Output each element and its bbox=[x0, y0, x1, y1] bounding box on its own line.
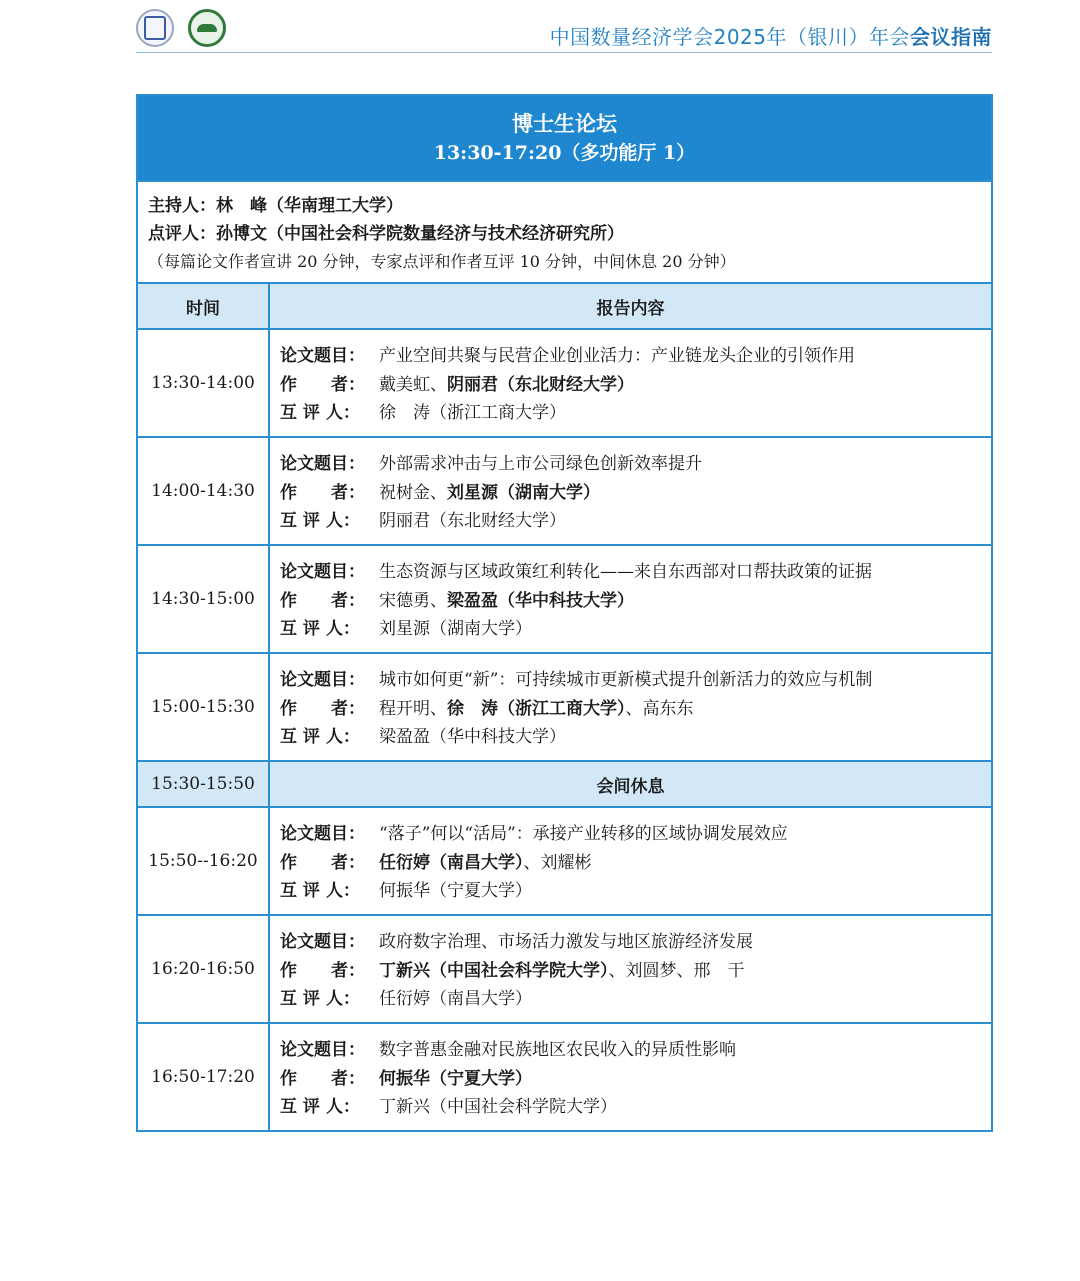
peer-line bbox=[280, 615, 991, 644]
author-label: 作 者： bbox=[280, 482, 365, 503]
header-title-main: 中国数量经济学会2025年（银川）年会 bbox=[549, 25, 910, 49]
peer-reviewer: 丁新兴（中国社会科学院大学） bbox=[379, 1097, 617, 1117]
session-time: 16:50-17:20 bbox=[138, 1024, 270, 1130]
author-label: 作 者： bbox=[280, 1068, 365, 1089]
peer-label: 互 评 人： bbox=[280, 1097, 360, 1117]
paper-title-line bbox=[280, 1036, 991, 1065]
society-logo-icon bbox=[188, 9, 226, 47]
peer-reviewer: 阴丽君（东北财经大学） bbox=[379, 511, 566, 531]
table-row bbox=[138, 328, 991, 436]
session-time: 14:00-14:30 bbox=[138, 438, 270, 544]
session-content bbox=[270, 808, 991, 914]
table-row bbox=[138, 436, 991, 544]
paper-title-label: 论文题目： bbox=[280, 454, 365, 474]
table-row bbox=[138, 914, 991, 1022]
page-header bbox=[136, 8, 992, 52]
table-row bbox=[138, 652, 991, 760]
peer-line bbox=[280, 985, 991, 1014]
paper-title: 数字普惠金融对民族地区农民收入的异质性影响 bbox=[379, 1040, 736, 1060]
author-label: 作 者： bbox=[280, 852, 365, 873]
forum-title: 博士生论坛 bbox=[512, 112, 617, 136]
sessions-before-break bbox=[138, 328, 991, 760]
paper-title: 政府数字治理、市场活力激发与地区旅游经济发展 bbox=[379, 932, 753, 952]
header-title bbox=[550, 21, 992, 50]
paper-title-label: 论文题目： bbox=[280, 562, 365, 582]
author-plain: 戴美虹、 bbox=[379, 374, 447, 395]
peer-line bbox=[280, 507, 991, 536]
table-row bbox=[138, 806, 991, 914]
session-time: 13:30-14:00 bbox=[138, 330, 270, 436]
paper-title: 生态资源与区域政策红利转化——来自东西部对口帮扶政策的证据 bbox=[379, 562, 872, 582]
table-header-row bbox=[138, 282, 991, 328]
session-time: 16:20-16:50 bbox=[138, 916, 270, 1022]
peer-label: 互 评 人： bbox=[280, 727, 360, 747]
peer-label: 互 评 人： bbox=[280, 989, 360, 1009]
peer-reviewer: 任衍婷（南昌大学） bbox=[379, 989, 532, 1009]
column-header-time: 时间 bbox=[138, 284, 270, 328]
break-time: 15:30-15:50 bbox=[138, 762, 270, 806]
session-content bbox=[270, 654, 991, 760]
author-tail: 、刘耀彬 bbox=[523, 852, 592, 873]
session-content bbox=[270, 330, 991, 436]
column-header-content: 报告内容 bbox=[596, 298, 665, 319]
reviewer-line bbox=[148, 220, 991, 248]
paper-title-label: 论文题目： bbox=[280, 1040, 365, 1060]
paper-title-line bbox=[280, 820, 991, 849]
peer-reviewer: 何振华（宁夏大学） bbox=[379, 881, 532, 901]
paper-title: 城市如何更“新”：可持续城市更新模式提升创新活力的效应与机制 bbox=[379, 670, 873, 690]
presenting-author: 任衍婷（南昌大学） bbox=[379, 852, 524, 873]
author-plain: 祝树金、 bbox=[379, 482, 447, 503]
paper-title-line bbox=[280, 450, 991, 479]
paper-title: 产业空间共聚与民营企业创业活力：产业链龙头企业的引领作用 bbox=[379, 346, 855, 366]
author-tail: 、刘圆梦、邢 干 bbox=[608, 960, 745, 981]
peer-reviewer: 刘星源（湖南大学） bbox=[379, 619, 532, 639]
peer-label: 互 评 人： bbox=[280, 881, 360, 901]
paper-title-label: 论文题目： bbox=[280, 670, 365, 690]
header-divider bbox=[136, 52, 992, 53]
sessions-after-break bbox=[138, 806, 991, 1130]
forum-banner bbox=[138, 96, 991, 180]
author-label: 作 者： bbox=[280, 374, 365, 395]
author-line bbox=[280, 587, 991, 616]
reviewer-name: 孙博文（中国社会科学院数量经济与技术经济研究所） bbox=[216, 224, 624, 244]
author-line bbox=[280, 1065, 991, 1094]
peer-line bbox=[280, 723, 991, 752]
paper-title-line bbox=[280, 558, 991, 587]
presenting-author: 梁盈盈（华中科技大学） bbox=[447, 590, 634, 611]
header-title-emph: 会议指南 bbox=[910, 25, 992, 49]
author-plain: 程开明、 bbox=[379, 698, 447, 719]
schedule-table bbox=[136, 94, 993, 1132]
paper-title: “落子”何以“活局”：承接产业转移的区域协调发展效应 bbox=[379, 824, 788, 844]
paper-title-label: 论文题目： bbox=[280, 346, 365, 366]
university-logo-icon bbox=[136, 9, 174, 47]
format-note: （每篇论文作者宣讲 20 分钟，专家点评和作者互评 10 分钟，中间休息 20 分钟） bbox=[148, 252, 736, 271]
break-label: 会间休息 bbox=[596, 776, 665, 797]
host-name: 林 峰（华南理工大学） bbox=[216, 196, 403, 216]
author-line bbox=[280, 479, 991, 508]
peer-line bbox=[280, 1093, 991, 1122]
author-label: 作 者： bbox=[280, 698, 365, 719]
session-time: 15:50--16:20 bbox=[138, 808, 270, 914]
paper-title: 外部需求冲击与上市公司绿色创新效率提升 bbox=[379, 454, 702, 474]
author-label: 作 者： bbox=[280, 960, 365, 981]
author-line bbox=[280, 849, 991, 878]
author-tail: 、高东东 bbox=[625, 698, 694, 719]
presenting-author: 何振华（宁夏大学） bbox=[379, 1068, 532, 1089]
host-label: 主持人： bbox=[148, 196, 216, 216]
session-time: 15:00-15:30 bbox=[138, 654, 270, 760]
break-row bbox=[138, 760, 991, 806]
author-line bbox=[280, 957, 991, 986]
session-content bbox=[270, 546, 991, 652]
forum-info bbox=[138, 180, 991, 282]
host-line bbox=[148, 192, 991, 220]
presenting-author: 刘星源（湖南大学） bbox=[447, 482, 600, 503]
author-label: 作 者： bbox=[280, 590, 365, 611]
session-content bbox=[270, 438, 991, 544]
author-line bbox=[280, 371, 991, 400]
paper-title-line bbox=[280, 928, 991, 957]
peer-label: 互 评 人： bbox=[280, 403, 360, 423]
peer-reviewer: 梁盈盈（华中科技大学） bbox=[379, 727, 566, 747]
session-time: 14:30-15:00 bbox=[138, 546, 270, 652]
paper-title-line bbox=[280, 342, 991, 371]
forum-time-venue: 13:30-17:20（多功能厅 1） bbox=[433, 142, 696, 164]
paper-title-line bbox=[280, 666, 991, 695]
table-row bbox=[138, 1022, 991, 1130]
author-plain: 宋德勇、 bbox=[379, 590, 447, 611]
peer-label: 互 评 人： bbox=[280, 619, 360, 639]
session-content bbox=[270, 1024, 991, 1130]
paper-title-label: 论文题目： bbox=[280, 824, 365, 844]
presenting-author: 阴丽君（东北财经大学） bbox=[447, 374, 634, 395]
peer-reviewer: 徐 涛（浙江工商大学） bbox=[379, 403, 566, 423]
peer-line bbox=[280, 877, 991, 906]
session-content bbox=[270, 916, 991, 1022]
presenting-author: 丁新兴（中国社会科学院大学） bbox=[379, 960, 609, 981]
presenting-author: 徐 涛（浙江工商大学） bbox=[447, 698, 626, 719]
logos bbox=[136, 8, 226, 48]
peer-line bbox=[280, 399, 991, 428]
author-line bbox=[280, 695, 991, 724]
table-row bbox=[138, 544, 991, 652]
paper-title-label: 论文题目： bbox=[280, 932, 365, 952]
peer-label: 互 评 人： bbox=[280, 511, 360, 531]
reviewer-label: 点评人： bbox=[148, 224, 216, 244]
